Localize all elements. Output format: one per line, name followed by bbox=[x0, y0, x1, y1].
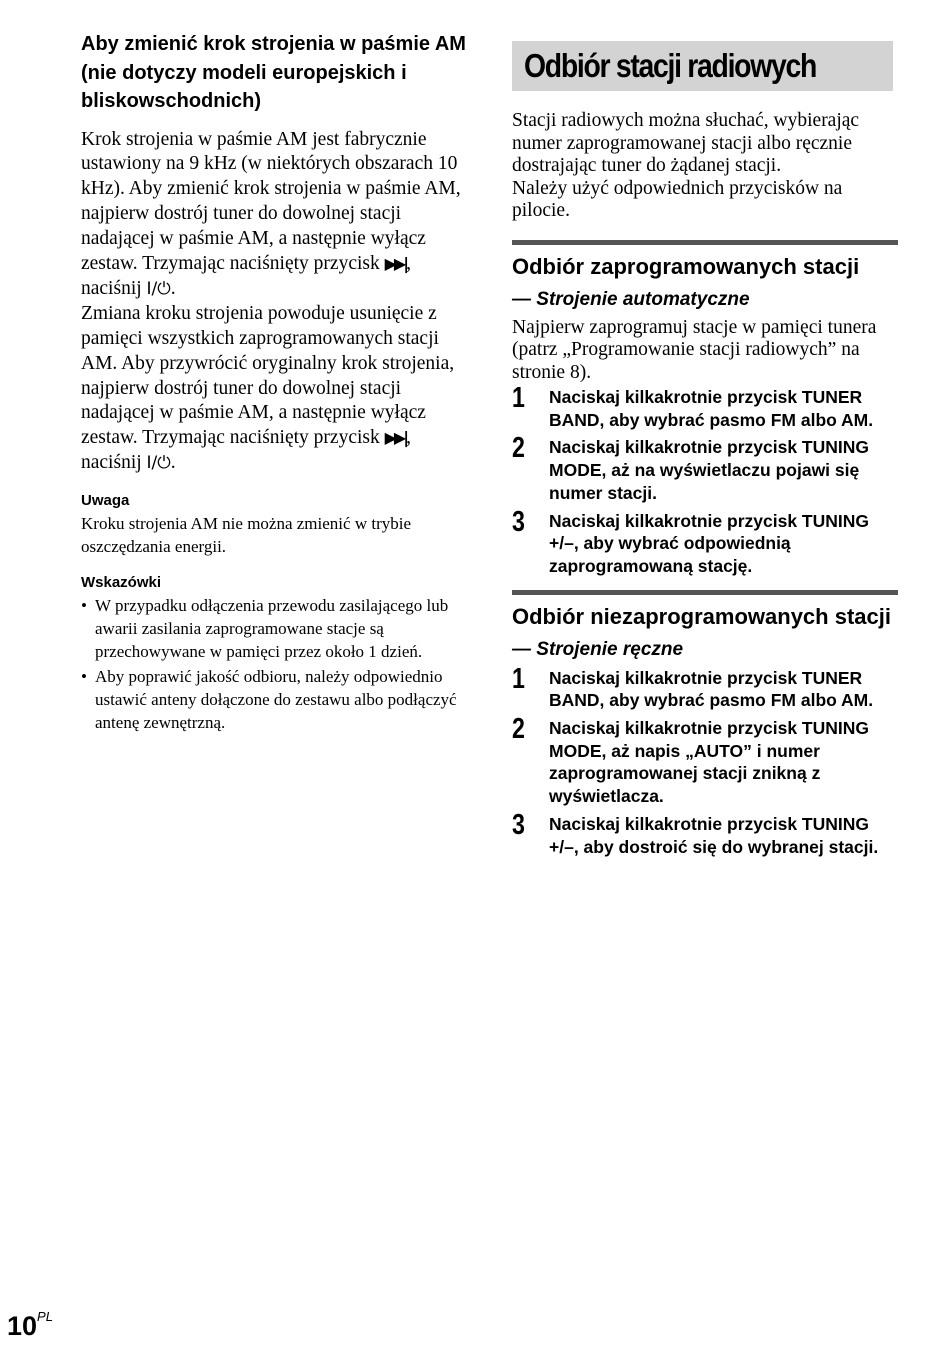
page-title: Odbiór stacji radiowych bbox=[524, 47, 817, 84]
left-column bbox=[81, 30, 471, 736]
list-item bbox=[512, 713, 898, 808]
am-step-paragraph-1 bbox=[81, 128, 471, 302]
step-text: Naciskaj kilkakrotnie przycisk TUNING MODE, aż na wyświetlaczu pojawi się numer stacji. bbox=[549, 437, 869, 503]
paragraph-text: , naciśnij bbox=[81, 253, 411, 299]
note-title: Uwaga bbox=[81, 492, 130, 510]
paragraph-text: , naciśnij bbox=[81, 427, 411, 474]
section-title-preset: Odbiór zaprogramowanych stacji bbox=[512, 253, 860, 279]
tips-list bbox=[81, 594, 471, 734]
step-text: Naciskaj kilkakrotnie przycisk TUNING MODE, aż napis „AUTO” i numer zaprogramowanej stacji znikną z wyświetlacza. bbox=[549, 718, 869, 807]
list-item bbox=[512, 382, 898, 431]
page-number-value: 10 bbox=[7, 1311, 38, 1341]
section-title-manual: Odbiór niezaprogramowanych stacji bbox=[512, 603, 891, 629]
step-text: Naciskaj kilkakrotnie przycisk TUNER BAND, aby wybrać pasmo FM albo AM. bbox=[549, 387, 874, 430]
list-item bbox=[512, 662, 898, 712]
paragraph-text: . bbox=[170, 452, 176, 474]
list-item bbox=[512, 505, 898, 578]
step-text: Naciskaj kilkakrotnie przycisk TUNING +/–, aby dostroić się do wybranej stacji. bbox=[549, 813, 879, 857]
power-icon: I/⏻ bbox=[146, 278, 171, 299]
intro-paragraph-2: Należy użyć odpowiednich przycisków na pilocie. bbox=[512, 177, 843, 221]
right-column bbox=[512, 41, 898, 863]
paragraph-text: Krok strojenia w paśmie AM jest fabrycznie ustawiony na 9 kHz (w niektórych obszarach 10 kHz). Aby zmienić krok strojenia w paśmie AM, najpierw dostrój tuner do dowolnej stacji nadającej w paśmie AM, a następnie wyłącz zestaw. Trzymając naciśnięty przycisk bbox=[81, 128, 461, 275]
section-divider bbox=[512, 590, 898, 595]
step-text: Naciskaj kilkakrotnie przycisk TUNER BAND, aby wybrać pasmo FM albo AM. bbox=[549, 667, 874, 711]
power-icon: I/⏻ bbox=[146, 453, 171, 474]
step-number: 3 bbox=[512, 505, 525, 538]
step-number: 1 bbox=[512, 382, 525, 414]
list-item bbox=[512, 808, 898, 858]
step-number: 1 bbox=[512, 662, 525, 695]
tips-title: Wskazówki bbox=[81, 574, 162, 592]
am-step-body bbox=[81, 128, 471, 477]
am-step-paragraph-2 bbox=[81, 302, 471, 476]
list-item: • W przypadku odłączenia przewodu zasilającego lub awarii zasilania zaprogramowane stacje są przechowywane w pamięci przez około 1 dzień. bbox=[81, 594, 471, 663]
steps-preset bbox=[512, 382, 898, 578]
paragraph-text: Zmiana kroku strojenia powoduje usunięcie z pamięci wszystkich zaprogramowanych stacji AM. Aby przywrócić oryginalny krok strojenia, najpierw dostrój tuner do dowolnej stacji nadającej w paśmie AM, a następnie wyłącz zestaw. Trzymając naciśnięty przycisk bbox=[81, 302, 455, 449]
list-item bbox=[512, 432, 898, 504]
note-text: Kroku strojenia AM nie można zmienić w trybie oszczędzania energii. bbox=[81, 514, 411, 557]
next-track-icon: ▶▶| bbox=[384, 254, 407, 274]
page-number bbox=[7, 1311, 53, 1342]
intro-paragraph-1: Stacji radiowych można słuchać, wybierając numer zaprogramowanej stacji albo ręcznie dostrajając tuner do żądanej stacji. bbox=[512, 110, 860, 176]
page-title-banner bbox=[512, 41, 893, 91]
am-step-heading: Aby zmienić krok strojenia w paśmie AM (nie dotyczy modeli europejskich i bliskowschodnich) bbox=[81, 33, 466, 112]
next-track-icon: ▶▶| bbox=[384, 428, 407, 448]
step-number: 2 bbox=[512, 432, 525, 465]
section-subtitle-manual: — Strojenie ręczne bbox=[512, 638, 684, 660]
intro-text bbox=[512, 110, 898, 223]
section-divider bbox=[512, 240, 898, 245]
page-language-suffix: PL bbox=[37, 1309, 53, 1324]
steps-manual bbox=[512, 662, 898, 859]
step-text: Naciskaj kilkakrotnie przycisk TUNING +/–, aby wybrać odpowiednią zaprogramowaną stację. bbox=[549, 510, 869, 576]
step-number: 3 bbox=[512, 808, 525, 841]
paragraph-text: . bbox=[170, 277, 176, 299]
list-item: • Aby poprawić jakość odbioru, należy odpowiednio ustawić anteny dołączone do zestawu albo podłączyć antenę zewnętrzną. bbox=[81, 665, 471, 734]
section-text-preset: Najpierw zaprogramuj stacje w pamięci tunera (patrz „Programowanie stacji radiowych” na stronie 8). bbox=[512, 316, 877, 383]
section-subtitle-preset: — Strojenie automatyczne bbox=[512, 288, 750, 310]
step-number: 2 bbox=[512, 713, 525, 746]
